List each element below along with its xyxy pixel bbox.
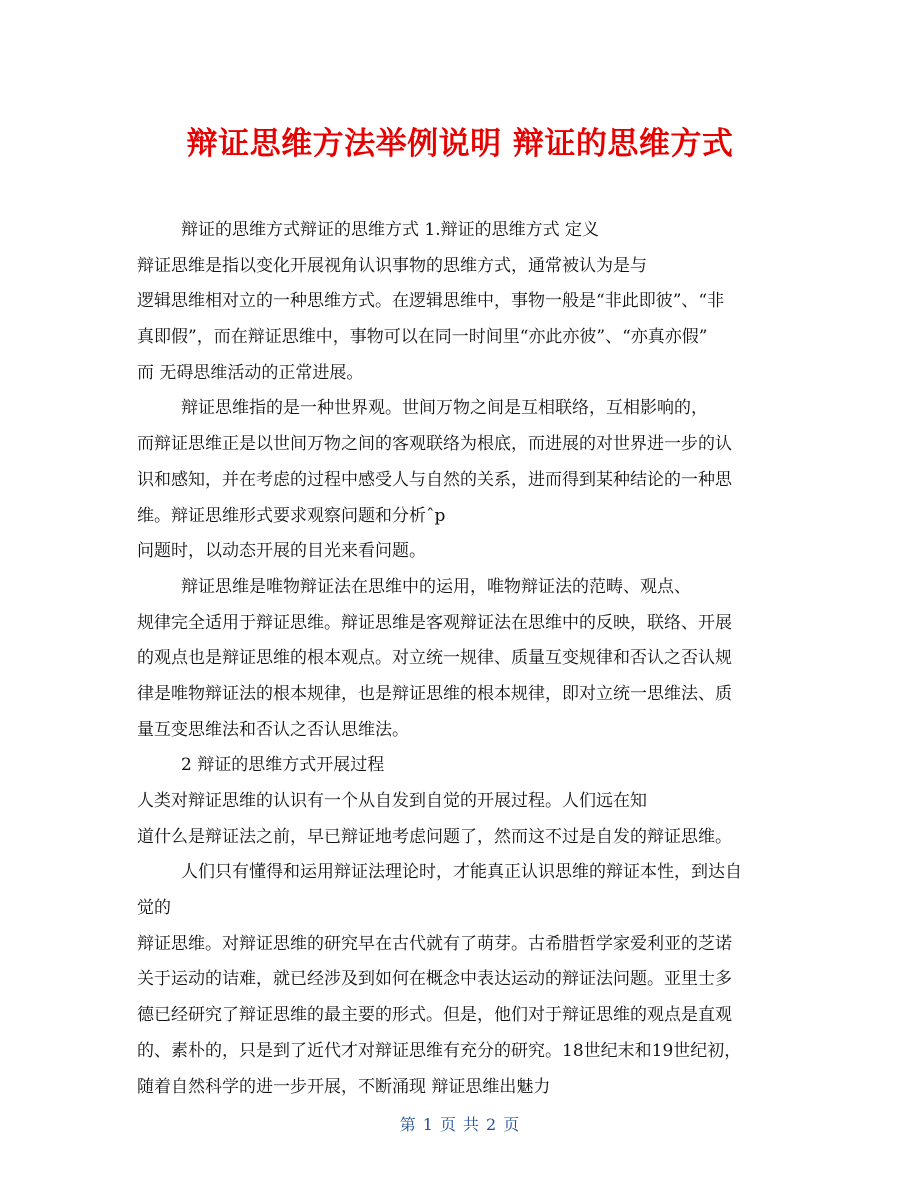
text-line: 量互变思维法和否认之否认思维法。 bbox=[137, 719, 409, 740]
text-line: 辩证思维是唯物辩证法在思维中的运用，唯物辩证法的范畴、观点、 bbox=[181, 576, 691, 597]
page-number: 1 bbox=[422, 1115, 434, 1134]
footer-word: 页 bbox=[503, 1115, 521, 1134]
document-title: 辩证思维方法举例说明 辩证的思维方式 bbox=[186, 126, 734, 162]
page-footer bbox=[0, 1112, 920, 1135]
section-heading: 2 辩证的思维方式开展过程 bbox=[181, 755, 385, 776]
text-line: 随着自然科学的进一步开展，不断涌现 辩证思维出魅力 bbox=[137, 1076, 551, 1097]
text-line: 真即假”，而在辩证思维中，事物可以在同一时间里“亦此亦彼”、“亦真亦假” bbox=[137, 327, 708, 348]
text-line: 辩证思维是指以变化开展视角认识事物的思维方式，通常被认为是与 bbox=[137, 255, 647, 276]
text-line: 辩证的思维方式辩证的思维方式 1.辩证的思维方式 定义 bbox=[181, 220, 600, 240]
text-line: 的、素朴的，只是到了近代才对辩证思维有充分的研究。18世纪末和19世纪初， bbox=[137, 1040, 742, 1061]
text-line: 而辩证思维正是以世间万物之间的客观联络为根底，而进展的对世界进一步的认 bbox=[137, 434, 732, 455]
text-line: 德已经研究了辩证思维的最主要的形式。但是，他们对于辩证思维的观点是直观 bbox=[137, 1005, 732, 1026]
text-line: 逻辑思维相对立的一种思维方式。在逻辑思维中，事物一般是“非此即彼”、“非 bbox=[137, 291, 725, 312]
text-line: 关于运动的诘难，就已经涉及到如何在概念中表达运动的辩证法问题。亚里士多 bbox=[137, 969, 732, 990]
text-line: 问题时，以动态开展的目光来看问题。 bbox=[137, 541, 426, 562]
text-line: 觉的 bbox=[137, 898, 171, 919]
text-line: 辩证思维。对辩证思维的研究早在古代就有了萌芽。古希腊哲学家爱利亚的芝诺 bbox=[137, 933, 732, 954]
text-line: 的观点也是辩证思维的根本观点。对立统一规律、质量互变规律和否认之否认规 bbox=[137, 648, 732, 669]
text-line: 人们只有懂得和运用辩证法理论时，才能真正认识思维的辩证本性，到达自 bbox=[181, 862, 742, 883]
footer-word: 共 bbox=[463, 1115, 481, 1134]
page-total: 2 bbox=[486, 1115, 498, 1134]
text-line: 道什么是辩证法之前，早已辩证地考虑问题了，然而这不过是自发的辩证思维。 bbox=[137, 826, 732, 847]
document-body bbox=[137, 213, 797, 1105]
text-line: 维。辩证思维形式要求观察问题和分析ˆp bbox=[137, 505, 446, 526]
footer-word: 第 bbox=[399, 1115, 417, 1134]
text-line: 而 无碍思维活动的正常进展。 bbox=[137, 362, 364, 383]
text-line: 人类对辩证思维的认识有一个从自发到自觉的开展过程。人们远在知 bbox=[137, 791, 647, 811]
text-line: 规律完全适用于辩证思维。辩证思维是客观辩证法在思维中的反映，联络、开展 bbox=[137, 612, 732, 633]
text-line: 识和感知，并在考虑的过程中感受人与自然的关系，进而得到某种结论的一种思 bbox=[137, 469, 732, 490]
text-line: 辩证思维指的是一种世界观。世间万物之间是互相联络，互相影响的， bbox=[181, 398, 708, 419]
text-line: 律是唯物辩证法的根本规律，也是辩证思维的根本规律，即对立统一思维法、质 bbox=[137, 683, 732, 704]
footer-word: 页 bbox=[439, 1115, 457, 1134]
